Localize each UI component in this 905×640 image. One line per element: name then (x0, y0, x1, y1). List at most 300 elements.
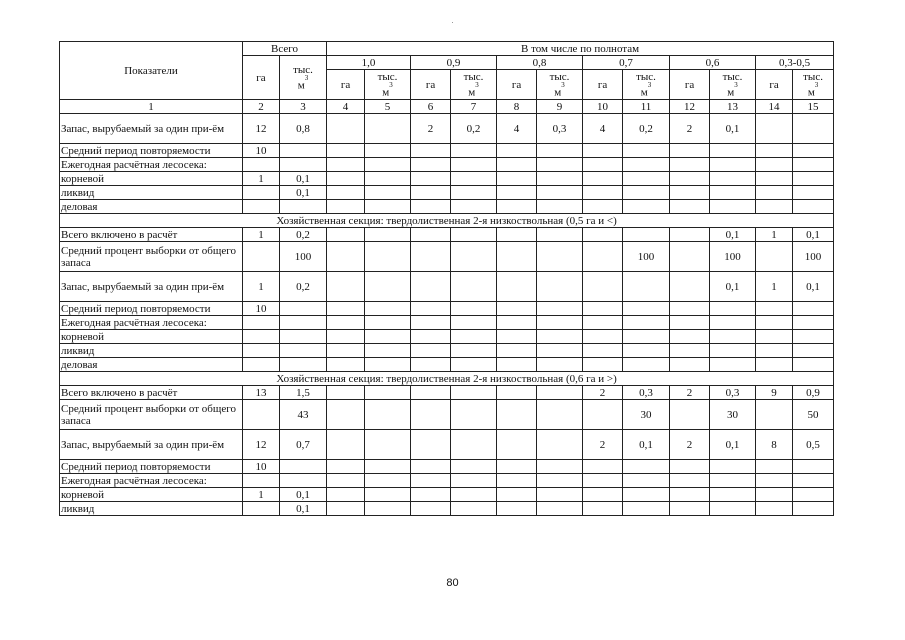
table-cell (327, 358, 365, 372)
header-ha: га (670, 70, 710, 100)
column-number: 15 (793, 100, 834, 114)
table-cell (365, 330, 411, 344)
section-header-row (60, 214, 834, 228)
header-volume: тыс. $м^3$ (365, 70, 411, 100)
table-cell (497, 502, 537, 516)
table-row (60, 330, 834, 344)
table-cell: 2 (670, 386, 710, 400)
table-cell: 2 (583, 386, 623, 400)
table-cell (365, 200, 411, 214)
table-cell (670, 358, 710, 372)
table-cell (670, 172, 710, 186)
table-cell (756, 158, 793, 172)
row-label: Средний период повторяемости (60, 302, 243, 316)
table-cell (451, 186, 497, 200)
table-row (60, 172, 834, 186)
table-cell (537, 386, 583, 400)
table-cell (756, 344, 793, 358)
table-cell (583, 316, 623, 330)
table-cell (710, 158, 756, 172)
table-cell (497, 460, 537, 474)
table-row (60, 228, 834, 242)
table-cell (497, 272, 537, 302)
table-cell: 10 (243, 460, 280, 474)
table-cell: 2 (670, 430, 710, 460)
table-cell: 100 (793, 242, 834, 272)
table-cell (670, 200, 710, 214)
table-cell (670, 330, 710, 344)
table-cell (497, 172, 537, 186)
table-cell: 0,3 (537, 114, 583, 144)
table-cell (583, 272, 623, 302)
table-cell (793, 158, 834, 172)
row-label: Средний процент выборки от общего запаса (60, 400, 243, 430)
table-cell (793, 358, 834, 372)
table-cell (327, 200, 365, 214)
column-number: 13 (710, 100, 756, 114)
table-cell (411, 200, 451, 214)
table-cell (583, 144, 623, 158)
header-volume: тыс. $м^3$ (537, 70, 583, 100)
table-cell (327, 400, 365, 430)
table-cell (497, 228, 537, 242)
table-cell: 1 (243, 228, 280, 242)
table-cell: 100 (280, 242, 327, 272)
table-cell (623, 172, 670, 186)
header-volume: тыс. $м^3$ (451, 70, 497, 100)
table-cell (327, 228, 365, 242)
table-cell (623, 488, 670, 502)
column-number: 6 (411, 100, 451, 114)
table-cell (497, 158, 537, 172)
table-cell: 0,1 (280, 502, 327, 516)
table-cell (243, 186, 280, 200)
table-cell (537, 228, 583, 242)
table-cell (537, 430, 583, 460)
row-label: ликвид (60, 502, 243, 516)
table-cell (327, 430, 365, 460)
table-cell: 0,2 (280, 228, 327, 242)
table-cell (670, 186, 710, 200)
table-cell (243, 474, 280, 488)
row-label: Запас, вырубаемый за один при-ём (60, 272, 243, 302)
table-cell (497, 344, 537, 358)
header-density: 1,0 (327, 56, 411, 70)
row-label: Ежегодная расчётная лесосека: (60, 316, 243, 330)
table-cell: 0,7 (280, 430, 327, 460)
table-cell (623, 344, 670, 358)
table-cell (327, 474, 365, 488)
table-cell (537, 186, 583, 200)
table-cell (365, 488, 411, 502)
table-cell (243, 400, 280, 430)
table-cell (583, 302, 623, 316)
table-cell (583, 172, 623, 186)
column-number: 4 (327, 100, 365, 114)
table-cell (670, 144, 710, 158)
header-density: 0,3-0,5 (756, 56, 834, 70)
table-cell (670, 228, 710, 242)
table-cell (537, 316, 583, 330)
table-cell (756, 400, 793, 430)
table-cell (280, 474, 327, 488)
table-cell (710, 186, 756, 200)
table-cell (411, 488, 451, 502)
table-cell: 0,2 (451, 114, 497, 144)
table-cell (451, 460, 497, 474)
table-cell (583, 474, 623, 488)
table-cell: 0,1 (710, 272, 756, 302)
table-cell (365, 502, 411, 516)
table-cell (623, 502, 670, 516)
section-title: Хозяйственная секция: твердолиственная 2-я низкоствольная (0,6 га и >) (60, 372, 834, 386)
table-cell (451, 272, 497, 302)
table-cell (365, 114, 411, 144)
table-cell: 2 (670, 114, 710, 144)
header-volume: тыс. $м^3$ (793, 70, 834, 100)
table-cell (451, 358, 497, 372)
table-cell (710, 302, 756, 316)
table-cell (365, 430, 411, 460)
table-cell (451, 302, 497, 316)
table-cell (327, 242, 365, 272)
table-cell (280, 158, 327, 172)
table-cell (243, 502, 280, 516)
table-cell (327, 114, 365, 144)
table-cell (710, 502, 756, 516)
table-cell: 100 (623, 242, 670, 272)
table-cell (365, 316, 411, 330)
table-cell (451, 386, 497, 400)
header-ha: га (756, 70, 793, 100)
table-cell: 12 (243, 114, 280, 144)
table-cell (327, 460, 365, 474)
row-label: ликвид (60, 186, 243, 200)
row-label: Запас, вырубаемый за один при-ём (60, 114, 243, 144)
row-label: Всего включено в расчёт (60, 228, 243, 242)
header-density: 0,6 (670, 56, 756, 70)
row-label: Средний период повторяемости (60, 460, 243, 474)
table-cell: 2 (411, 114, 451, 144)
table-cell (497, 488, 537, 502)
table-cell (583, 158, 623, 172)
table-cell: 0,3 (710, 386, 756, 400)
column-number: 14 (756, 100, 793, 114)
table-row (60, 186, 834, 200)
table-cell (710, 316, 756, 330)
page-number: 80 (446, 577, 459, 589)
table-cell (537, 358, 583, 372)
table-cell (583, 502, 623, 516)
table-cell: 12 (243, 430, 280, 460)
table-cell (537, 474, 583, 488)
table-cell (756, 502, 793, 516)
header-volume: тыс. $м^3$ (623, 70, 670, 100)
table-cell (756, 474, 793, 488)
table-cell (793, 344, 834, 358)
table-cell (793, 186, 834, 200)
table-cell (793, 502, 834, 516)
table-cell (537, 488, 583, 502)
row-label: ликвид (60, 344, 243, 358)
table-cell (411, 386, 451, 400)
table-cell (793, 488, 834, 502)
table-cell (497, 400, 537, 430)
table-cell (756, 488, 793, 502)
table-cell (327, 272, 365, 302)
table-cell (710, 358, 756, 372)
column-number: 3 (280, 100, 327, 114)
table-cell (710, 460, 756, 474)
table-cell (670, 400, 710, 430)
table-cell (756, 330, 793, 344)
table-cell (710, 172, 756, 186)
table-cell (537, 502, 583, 516)
header-density: 0,7 (583, 56, 670, 70)
table-body (60, 114, 834, 516)
table-cell: 0,8 (280, 114, 327, 144)
table-cell (756, 186, 793, 200)
table-row (60, 460, 834, 474)
table-cell (411, 172, 451, 186)
section-title: Хозяйственная секция: твердолиственная 2-я низкоствольная (0,5 га и <) (60, 214, 834, 228)
row-label: Средний период повторяемости (60, 144, 243, 158)
table-cell (280, 316, 327, 330)
row-label: корневой (60, 172, 243, 186)
table-cell: 0,3 (623, 386, 670, 400)
table-cell (411, 158, 451, 172)
row-label: деловая (60, 358, 243, 372)
table-cell (583, 460, 623, 474)
table-cell: 0,9 (793, 386, 834, 400)
table-cell (537, 272, 583, 302)
table-cell (451, 158, 497, 172)
column-number: 11 (623, 100, 670, 114)
table-cell (497, 358, 537, 372)
table-cell (623, 200, 670, 214)
row-label: Запас, вырубаемый за один при-ём (60, 430, 243, 460)
table-cell (537, 302, 583, 316)
table-cell (710, 200, 756, 214)
row-label: корневой (60, 330, 243, 344)
table-cell (583, 358, 623, 372)
table-cell (623, 474, 670, 488)
column-number: 2 (243, 100, 280, 114)
table-cell (623, 186, 670, 200)
table-cell (670, 460, 710, 474)
table-cell (537, 158, 583, 172)
table-cell: 0,2 (280, 272, 327, 302)
table-cell: 30 (710, 400, 756, 430)
table-cell (327, 502, 365, 516)
table-cell (451, 430, 497, 460)
table-cell (365, 172, 411, 186)
table-cell (670, 502, 710, 516)
row-label: Ежегодная расчётная лесосека: (60, 158, 243, 172)
table-cell (793, 172, 834, 186)
table-cell (793, 316, 834, 330)
column-number: 7 (451, 100, 497, 114)
table-cell (623, 158, 670, 172)
table-cell (451, 172, 497, 186)
table-row (60, 400, 834, 430)
table-cell: 1 (756, 272, 793, 302)
table-row (60, 502, 834, 516)
table-cell (623, 330, 670, 344)
table-cell (793, 302, 834, 316)
table-cell (280, 358, 327, 372)
table-cell (280, 460, 327, 474)
row-label: Ежегодная расчётная лесосека: (60, 474, 243, 488)
table-cell (710, 344, 756, 358)
table-cell (793, 114, 834, 144)
header-total: Всего (243, 42, 327, 56)
table-cell: 1 (756, 228, 793, 242)
table-row (60, 144, 834, 158)
table-cell (365, 272, 411, 302)
table-cell (243, 200, 280, 214)
row-label: корневой (60, 488, 243, 502)
section-header-row (60, 372, 834, 386)
column-number: 9 (537, 100, 583, 114)
table-cell (670, 488, 710, 502)
table-cell (243, 358, 280, 372)
table-row (60, 200, 834, 214)
table-cell: 0,1 (710, 228, 756, 242)
table-cell (451, 474, 497, 488)
column-number: 12 (670, 100, 710, 114)
table-cell (583, 400, 623, 430)
table-row (60, 474, 834, 488)
table-cell: 0,1 (280, 172, 327, 186)
table-cell (411, 242, 451, 272)
table-cell: 8 (756, 430, 793, 460)
table-cell (411, 358, 451, 372)
column-number: 8 (497, 100, 537, 114)
table-cell (365, 358, 411, 372)
table-cell (327, 144, 365, 158)
row-label: Средний процент выборки от общего запаса (60, 242, 243, 272)
table-cell (365, 186, 411, 200)
table-cell (670, 474, 710, 488)
header-ha: га (583, 70, 623, 100)
table-cell (497, 316, 537, 330)
table-cell (497, 200, 537, 214)
table-cell (327, 172, 365, 186)
table-cell (623, 358, 670, 372)
table-cell (365, 302, 411, 316)
table-cell (327, 488, 365, 502)
table-cell: 10 (243, 302, 280, 316)
table-cell (756, 242, 793, 272)
table-cell (537, 400, 583, 430)
table-cell (497, 330, 537, 344)
header-volume: тыс. $м^3$ (710, 70, 756, 100)
table-cell (537, 344, 583, 358)
table-cell (670, 158, 710, 172)
column-number: 1 (60, 100, 243, 114)
table-cell: 0,1 (793, 228, 834, 242)
header-total-ha: га (243, 56, 280, 100)
table-cell (327, 330, 365, 344)
header-total-volume: тыс. $м^3$ (280, 56, 327, 100)
table-cell (793, 330, 834, 344)
table-cell (537, 242, 583, 272)
table-cell (280, 330, 327, 344)
table-cell (497, 430, 537, 460)
table-row (60, 302, 834, 316)
table-cell (670, 272, 710, 302)
table-cell: 10 (243, 144, 280, 158)
table-cell (497, 474, 537, 488)
table-cell (710, 488, 756, 502)
table-cell (710, 474, 756, 488)
table-cell (756, 302, 793, 316)
table-cell (756, 316, 793, 330)
table-cell: 1,5 (280, 386, 327, 400)
table-row (60, 158, 834, 172)
row-label: Всего включено в расчёт (60, 386, 243, 400)
header-density: 0,8 (497, 56, 583, 70)
table-row (60, 358, 834, 372)
table-cell (327, 302, 365, 316)
table-cell: 1 (243, 488, 280, 502)
table-cell (451, 200, 497, 214)
table-cell (451, 502, 497, 516)
table-cell (756, 460, 793, 474)
table-cell (623, 272, 670, 302)
table-cell (411, 474, 451, 488)
table-cell (451, 400, 497, 430)
table-cell (793, 474, 834, 488)
table-cell (497, 302, 537, 316)
column-number-row (60, 100, 834, 114)
header-in-total-by-density: В том числе по полнотам (327, 42, 834, 56)
table-cell (327, 158, 365, 172)
scan-mark (452, 22, 453, 23)
table-cell (537, 330, 583, 344)
table-cell: 0,1 (793, 272, 834, 302)
table-cell: 0,1 (280, 186, 327, 200)
header-ha: га (411, 70, 451, 100)
forest-stock-table (59, 41, 834, 516)
table-cell (583, 344, 623, 358)
table-cell (243, 316, 280, 330)
table-cell (756, 114, 793, 144)
table-cell (451, 488, 497, 502)
column-number: 10 (583, 100, 623, 114)
table-cell (365, 386, 411, 400)
column-number: 5 (365, 100, 411, 114)
table-cell (411, 344, 451, 358)
table-cell (793, 460, 834, 474)
table-cell (583, 228, 623, 242)
table-cell (243, 330, 280, 344)
table-cell: 0,1 (623, 430, 670, 460)
header-ha: га (497, 70, 537, 100)
table-cell (365, 474, 411, 488)
table-cell (365, 344, 411, 358)
header-ha: га (327, 70, 365, 100)
table-cell (243, 344, 280, 358)
table-cell (411, 302, 451, 316)
table-cell (583, 488, 623, 502)
table-cell (583, 330, 623, 344)
table-cell (365, 400, 411, 430)
table-cell (537, 200, 583, 214)
table-cell (451, 228, 497, 242)
table-cell (497, 386, 537, 400)
